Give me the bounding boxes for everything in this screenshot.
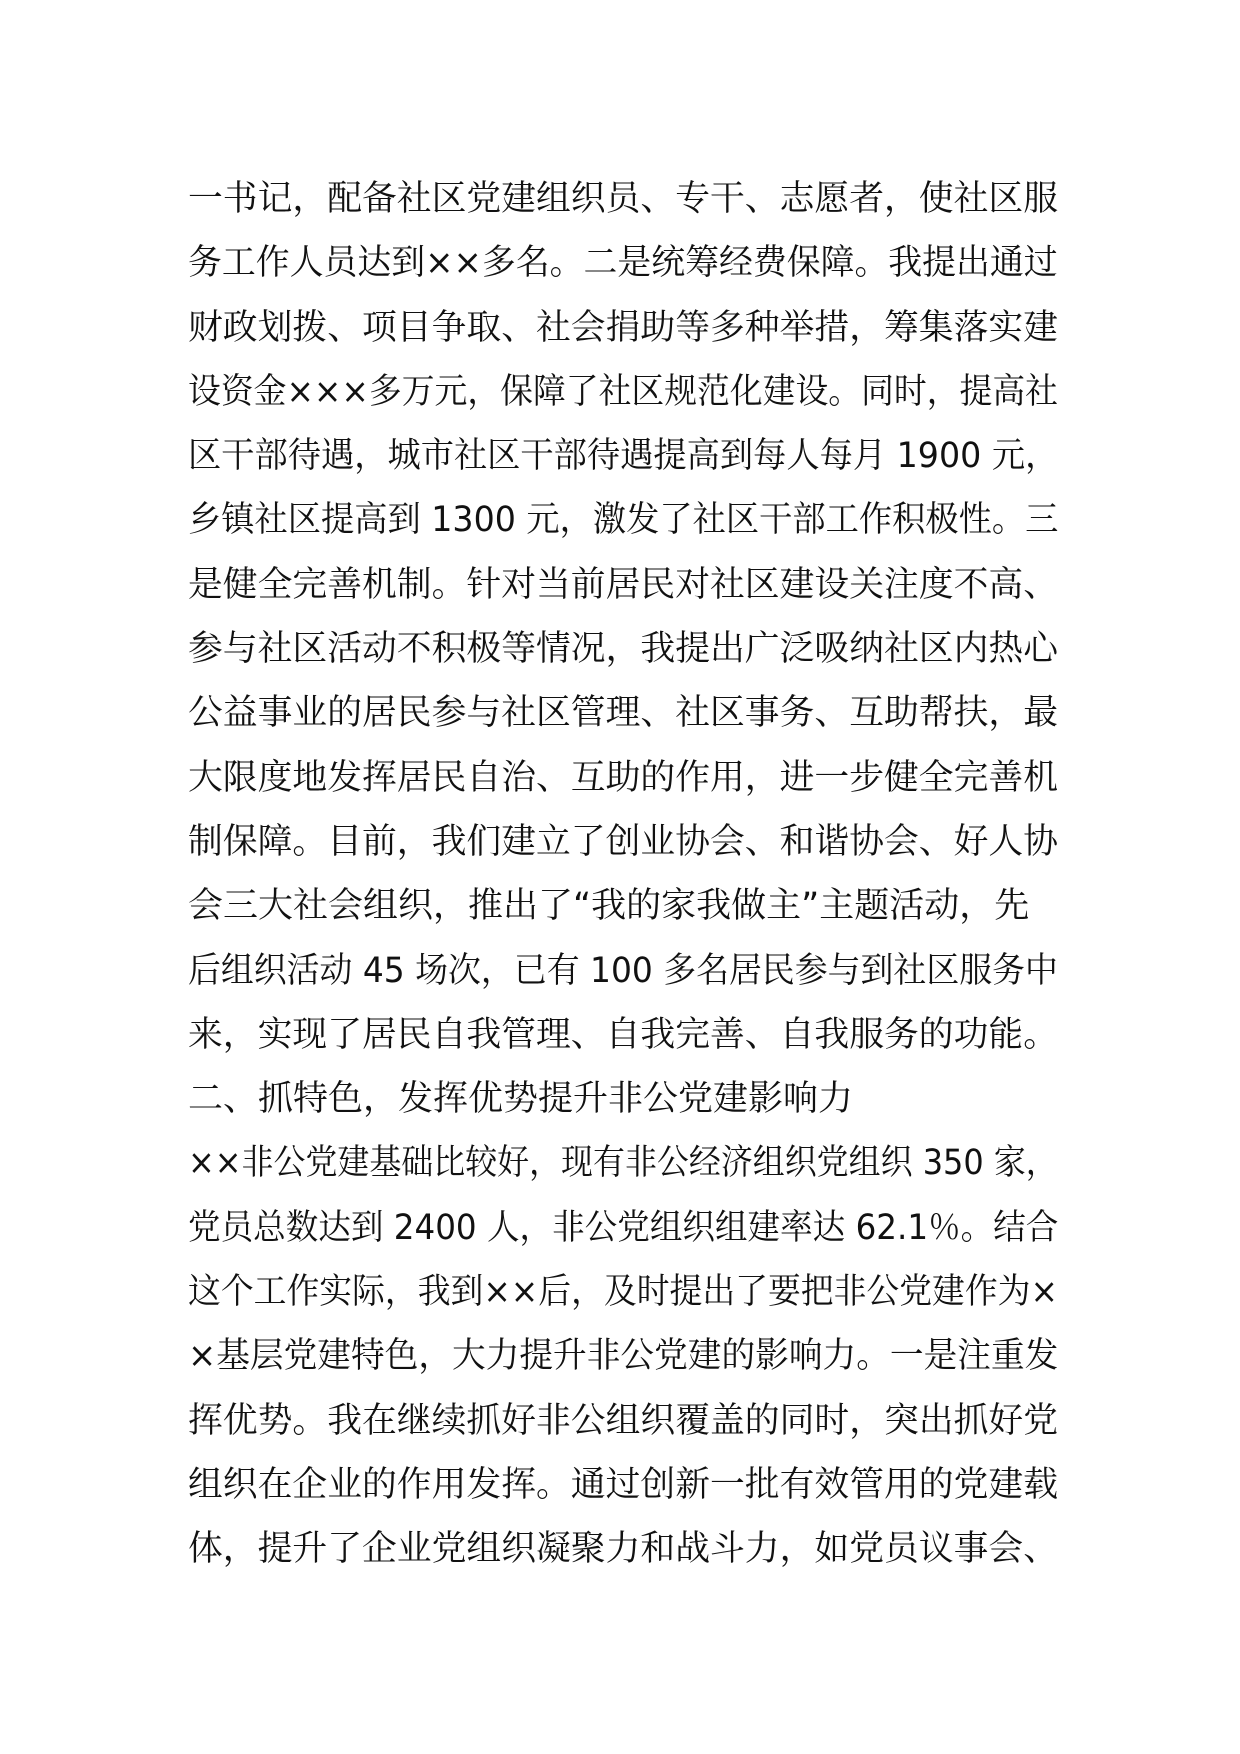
text-line-6: 乡镇社区提高到 1300 元，激发了社区干部工作积极性。三 bbox=[188, 500, 1059, 541]
text-line-18: 这个工作实际，我到××后，及时提出了要把非公党建作为× bbox=[188, 1272, 1058, 1313]
text-line-17: 党员总数达到 2400 人，非公党组织组建率达 62.1％。结合 bbox=[188, 1207, 1059, 1248]
text-line-20: 挥优势。我在继续抓好非公组织覆盖的同时，突出抓好党 bbox=[188, 1400, 1059, 1441]
text-line-14: 来，实现了居民自我管理、自我完善、自我服务的功能。 bbox=[188, 1014, 1059, 1055]
text-line-8: 参与社区活动不积极等情况，我提出广泛吸纳社区内热心 bbox=[188, 629, 1059, 670]
text-line-12: 会三大社会组织，推出了“我的家我做主”主题活动，先 bbox=[188, 886, 1030, 927]
text-line-13: 后组织活动 45 场次，已有 100 多名居民参与到社区服务中 bbox=[188, 950, 1058, 991]
text-line-11: 制保障。目前，我们建立了创业协会、和谐协会、好人协 bbox=[188, 821, 1059, 862]
text-line-19: ×基层党建特色，大力提升非公党建的影响力。一是注重发 bbox=[188, 1336, 1059, 1377]
text-line-7: 是健全完善机制。针对当前居民对社区建设关注度不高、 bbox=[188, 564, 1059, 605]
text-line-4: 设资金×××多万元，保障了社区规范化建设。同时，提高社 bbox=[188, 371, 1058, 412]
text-line-16: ××非公党建基础比较好，现有非公经济组织党组织 350 家， bbox=[188, 1143, 1058, 1184]
text-line-1: 一书记，配备社区党建组织员、专干、志愿者，使社区服 bbox=[188, 179, 1059, 219]
section-heading: 二、抓特色，发挥优势提升非公党建影响力 bbox=[188, 1079, 854, 1120]
text-line-5: 区干部待遇，城市社区干部待遇提高到每人每月 1900 元， bbox=[188, 436, 1059, 477]
text-line-10: 大限度地发挥居民自治、互助的作用，进一步健全完善机 bbox=[188, 757, 1059, 798]
text-line-22: 体，提升了企业党组织凝聚力和战斗力，如党员议事会、 bbox=[188, 1529, 1059, 1570]
text-line-21: 组织在企业的作用发挥。通过创新一批有效管用的党建载 bbox=[188, 1464, 1059, 1505]
text-line-2: 务工作人员达到××多名。二是统筹经费保障。我提出通过 bbox=[188, 243, 1058, 284]
body-text bbox=[188, 167, 1058, 1582]
text-line-9: 公益事业的居民参与社区管理、社区事务、互助帮扶，最 bbox=[188, 693, 1059, 734]
text-line-3: 财政划拨、项目争取、社会捐助等多种举措，筹集落实建 bbox=[188, 307, 1059, 348]
